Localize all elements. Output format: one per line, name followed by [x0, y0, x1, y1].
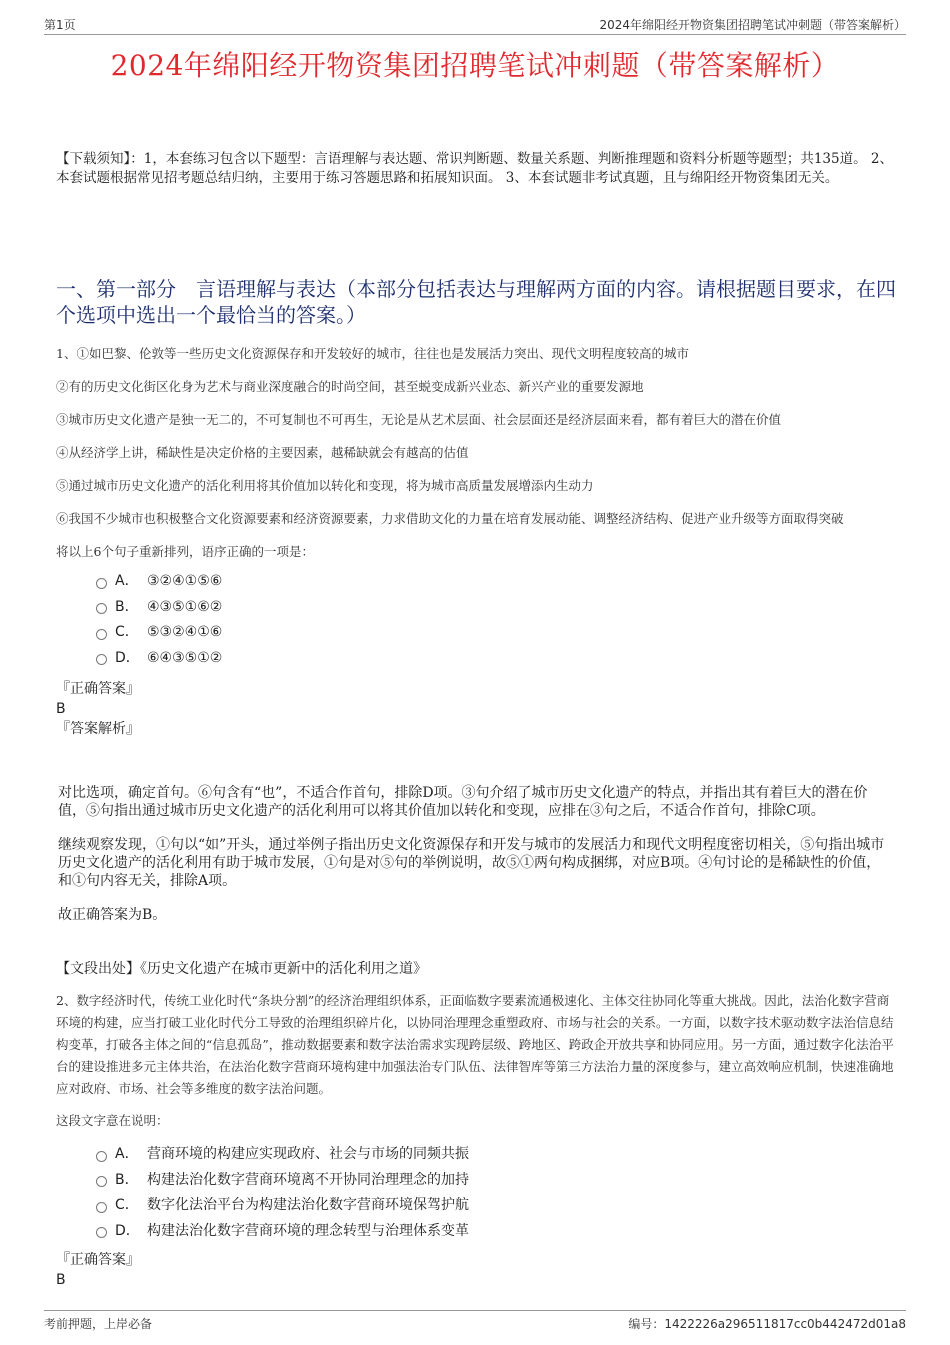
radio-icon[interactable]: [96, 654, 107, 665]
radio-icon[interactable]: [96, 629, 107, 640]
question-line: 1、①如巴黎、伦敦等一些历史文化资源保存和开发较好的城市，往往也是发展活力突出、现代文明程度较高的城市: [56, 346, 689, 361]
answer-value: B: [56, 701, 66, 717]
radio-icon[interactable]: [96, 1227, 107, 1238]
q2-options: [96, 1142, 896, 1244]
option-b[interactable]: B． ④③⑤①⑥②: [96, 595, 896, 621]
radio-icon[interactable]: [96, 1176, 107, 1187]
option-d[interactable]: D． ⑥④③⑤①②: [96, 646, 896, 672]
analysis-label: 『答案解析』: [56, 721, 140, 737]
option-d[interactable]: D． 构建法治化数字营商环境的理念转型与治理体系变革: [96, 1219, 896, 1245]
answer-label: 『正确答案』: [56, 681, 140, 697]
answer-value: B: [56, 1272, 66, 1288]
footer-slogan: 考前押题，上岸必备: [44, 1317, 153, 1331]
download-notice: 【下载须知】：1，本套练习包含以下题型：言语理解与表达题、常识判断题、数量关系题、判断推理题和资料分析题等题型；共135道。 2、本套试题根据常见招考题总结归纳，主要用于练习答题思路和拓展知识面。 3、本套试题非考试真题，且与绵阳经开物资集团无关。: [56, 151, 893, 186]
option-c[interactable]: C． 数字化法治平台为构建法治化数字营商环境保驾护航: [96, 1193, 896, 1219]
page-title: 2024年绵阳经开物资集团招聘笔试冲刺题（带答案解析）: [110, 49, 840, 82]
q1-analysis: [58, 784, 893, 940]
radio-icon[interactable]: [96, 1151, 107, 1162]
analysis-paragraph: 故正确答案为B。: [58, 907, 167, 923]
footer-doc-id: 编号：1422226a296511817cc0b442472d01a8: [628, 1317, 906, 1331]
radio-icon[interactable]: [96, 1202, 107, 1213]
radio-icon[interactable]: [96, 578, 107, 589]
answer-label: 『正确答案』: [56, 1252, 140, 1268]
question-stem: 2、数字经济时代，传统工业化时代“条块分割”的经济治理组织体系，正面临数字要素流通极速化、主体交往协同化等重大挑战。因此，法治化数字营商环境的构建，应当打破工业化时代分工导致的治理组织碎片化，以协同治理理念重塑政府、市场与社会的关系。一方面，以数字技术驱动数字法治信息结构变革，打破各主体之间的“信息孤岛”，推动数据要素和数字法治需求实现跨层级、跨地区、跨政企开放共享和协同应用。另一方面，通过数字化法治平台的建设推进多元主体共治，在法治化数字营商环境构建中加强法治专门队伍、法律智库等第三方法治力量的深度参与，建立高效响应机制，快速准确地应对政府、市场、社会等多维度的数字法治问题。: [56, 993, 894, 1096]
question-line: ⑤通过城市历史文化遗产的活化利用将其价值加以转化和变现，将为城市高质量发展增添内生动力: [56, 478, 594, 493]
analysis-paragraph: 对比选项，确定首句。⑥句含有“也”，不适合作首句，排除D项。③句介绍了城市历史文化遗产的特点，并指出其有着巨大的潜在价值，⑤句指出通过城市历史文化遗产的活化利用可以将其价值加以转化和变现，应排在③句之后，不适合作首句，排除C项。: [58, 785, 868, 819]
q1-options: [96, 569, 896, 671]
question-line: ②有的历史文化街区化身为艺术与商业深度融合的时尚空间，甚至蜕变成新兴业态、新兴产业的重要发源地: [56, 379, 644, 394]
q1-answer: [56, 679, 896, 739]
question-2: [56, 990, 896, 1290]
option-a[interactable]: A． 营商环境的构建应实现政府、社会与市场的同频共振: [96, 1142, 896, 1168]
option-c[interactable]: C． ⑤③②④①⑥: [96, 620, 896, 646]
header-doc-title: 2024年绵阳经开物资集团招聘笔试冲刺题（带答案解析）: [599, 18, 906, 32]
section-title: 一、第一部分 言语理解与表达（本部分包括表达与理解两方面的内容。请根据题目要求，在四个选项中选出一个最恰当的答案。）: [56, 277, 896, 327]
question-line: ④从经济学上讲，稀缺性是决定价格的主要因素，越稀缺就会有越高的估值: [56, 445, 469, 460]
text-source: 【文段出处】《历史文化遗产在城市更新中的活化利用之道》: [56, 961, 427, 977]
q2-answer: [56, 1250, 896, 1290]
page-number: 第1页: [44, 18, 76, 32]
page-footer: [44, 1310, 906, 1331]
question-prompt: 将以上6个句子重新排列，语序正确的一项是：: [56, 544, 314, 559]
option-a[interactable]: A． ③②④①⑤⑥: [96, 569, 896, 595]
page-header: [44, 14, 906, 35]
question-1: [56, 345, 896, 739]
question-line: ③城市历史文化遗产是独一无二的，不可复制也不可再生，无论是从艺术层面、社会层面还是经济层面来看，都有着巨大的潜在价值: [56, 412, 782, 427]
question-prompt: 这段文字意在说明：: [56, 1113, 169, 1128]
analysis-paragraph: 继续观察发现，①句以“如”开头，通过举例子指出历史文化资源保存和开发与城市的发展活力和现代文明程度密切相关，⑤句指出城市历史文化遗产的活化利用有助于城市发展，①句是对⑤句的举例说明，故⑤①两句构成捆绑，对应B项。④句讨论的是稀缺性的价值，和①句内容无关，排除A项。: [58, 837, 885, 889]
option-b[interactable]: B． 构建法治化数字营商环境离不开协同治理理念的加持: [96, 1168, 896, 1194]
radio-icon[interactable]: [96, 603, 107, 614]
question-line: ⑥我国不少城市也积极整合文化资源要素和经济资源要素，力求借助文化的力量在培育发展动能、调整经济结构、促进产业升级等方面取得突破: [56, 511, 844, 526]
